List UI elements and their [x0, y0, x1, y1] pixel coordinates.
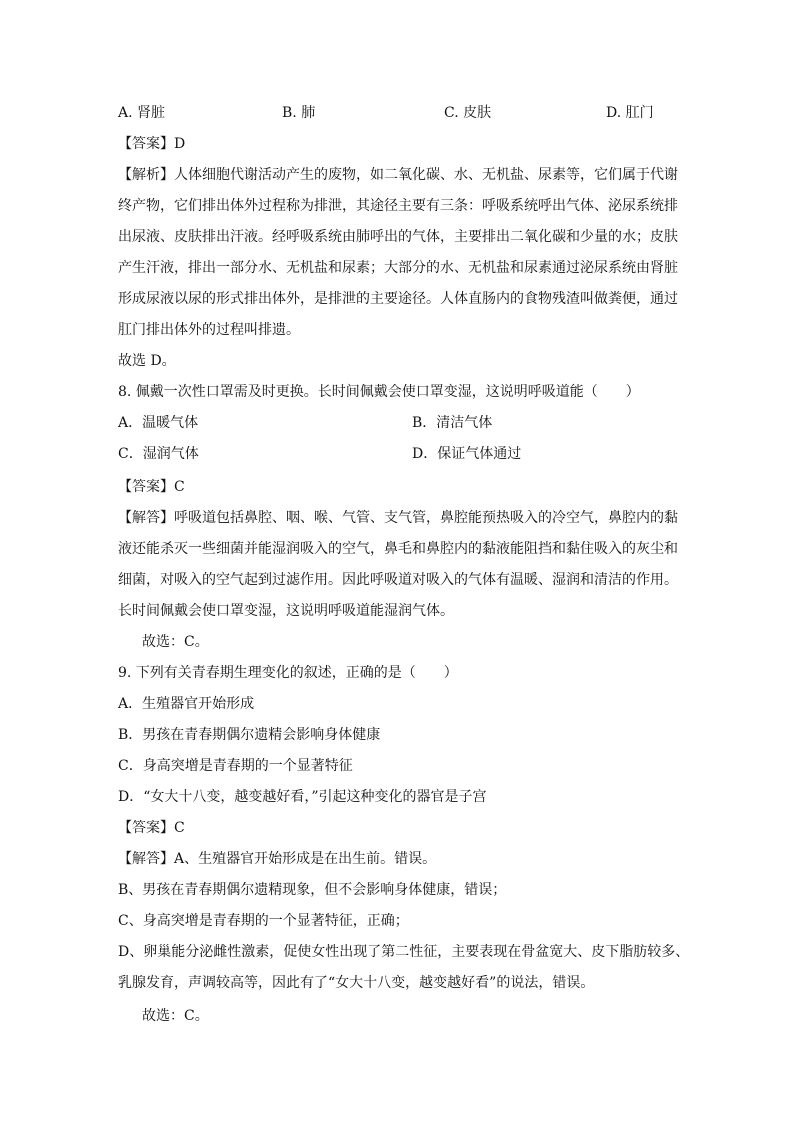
q8-analysis-line: 长时间佩戴会使口罩变湿，这说明呼吸道能湿润气体。: [118, 603, 454, 619]
q7-option-c: C. 皮肤: [444, 105, 492, 121]
q9-option-b: B．男孩在青春期偶尔遗精会影响身体健康: [118, 727, 381, 743]
q7-choice: 故选 D。: [118, 353, 176, 369]
q7-analysis-line: 肛门排出体外的过程叫排遗。: [118, 322, 300, 338]
q9-answer: 【答案】C: [118, 820, 185, 836]
q9-choice: 故选：C。: [142, 1008, 209, 1024]
q8-analysis-line: 液还能杀灭一些细菌并能湿润吸入的空气，鼻毛和鼻腔内的黏液能阻挡和黏住吸入的灰尘和: [118, 541, 678, 557]
q8-answer: 【答案】C: [118, 479, 185, 495]
q9-option-c: C．身高突增是青春期的一个显著特征: [118, 758, 353, 774]
q7-analysis-line: 产生汗液，排出一部分水、无机盐和尿素；大部分的水、无机盐和尿素通过泌尿系统由肾脏: [118, 260, 678, 276]
q9-analysis-line: C、身高突增是青春期的一个显著特征，正确；: [118, 913, 409, 929]
q8-option-c: C．湿润气体: [118, 446, 199, 462]
q7-analysis-line: 出尿液、皮肤排出汗液。经呼吸系统由肺呼出的气体，主要排出二氧化碳和少量的水；皮肤: [118, 229, 678, 245]
q7-option-b: B. 肺: [282, 105, 316, 121]
q8-stem: 8. 佩戴一次性口罩需及时更换。长时间佩戴会使口罩变湿，这说明呼吸道能（ ）: [118, 384, 640, 400]
q8-choice: 故选：C。: [142, 634, 209, 650]
q7-option-d: D. 肛门: [606, 105, 654, 121]
q7-option-a: A. 肾脏: [118, 105, 166, 121]
q8-analysis-line: 细菌，对吸入的空气起到过滤作用。因此呼吸道对吸入的气体有温暖、湿润和清洁的作用。: [118, 572, 678, 588]
q7-analysis-line: 【解析】人体细胞代谢活动产生的废物，如二氧化碳、水、无机盐、尿素等，它们属于代谢: [118, 167, 678, 183]
q9-option-a: A．生殖器官开始形成: [118, 696, 255, 712]
q8-option-a: A．温暖气体: [118, 415, 199, 431]
q7-analysis-line: 终产物，它们排出体外过程称为排泄，其途径主要有三条：呼吸系统呼出气体、泌尿系统排: [118, 198, 678, 214]
q9-stem: 9. 下列有关青春期生理变化的叙述，正确的是（ ）: [118, 665, 458, 681]
q9-analysis-line: 【解答】A、生殖器官开始形成是在出生前。错误。: [118, 851, 437, 867]
q7-analysis-line: 形成尿液以尿的形式排出体外，是排泄的主要途径。人体直肠内的食物残渣叫做粪便，通过: [118, 291, 678, 307]
q9-option-d: D．“女大十八变，越变越好看，”引起这种变化的器官是子宫: [118, 789, 487, 805]
q8-analysis-line: 【解答】呼吸道包括鼻腔、咽、喉、气管、支气管，鼻腔能预热吸入的冷空气，鼻腔内的黏: [118, 510, 678, 526]
q9-analysis-line: B、男孩在青春期偶尔遗精现象，但不会影响身体健康，错误；: [118, 882, 507, 898]
q8-option-d: D．保证气体通过: [412, 446, 522, 462]
q9-analysis-line: D、卵巢能分泌雌性激素，促使女性出现了第二性征，主要表现在骨盆宽大、皮下脂肪较多、: [118, 944, 690, 960]
q7-answer: 【答案】D: [118, 136, 186, 152]
q9-analysis-line: 乳腺发育，声调较高等，因此有了“女大十八变，越变越好看”的说法，错误。: [118, 975, 595, 991]
q8-option-b: B．清洁气体: [412, 415, 493, 431]
